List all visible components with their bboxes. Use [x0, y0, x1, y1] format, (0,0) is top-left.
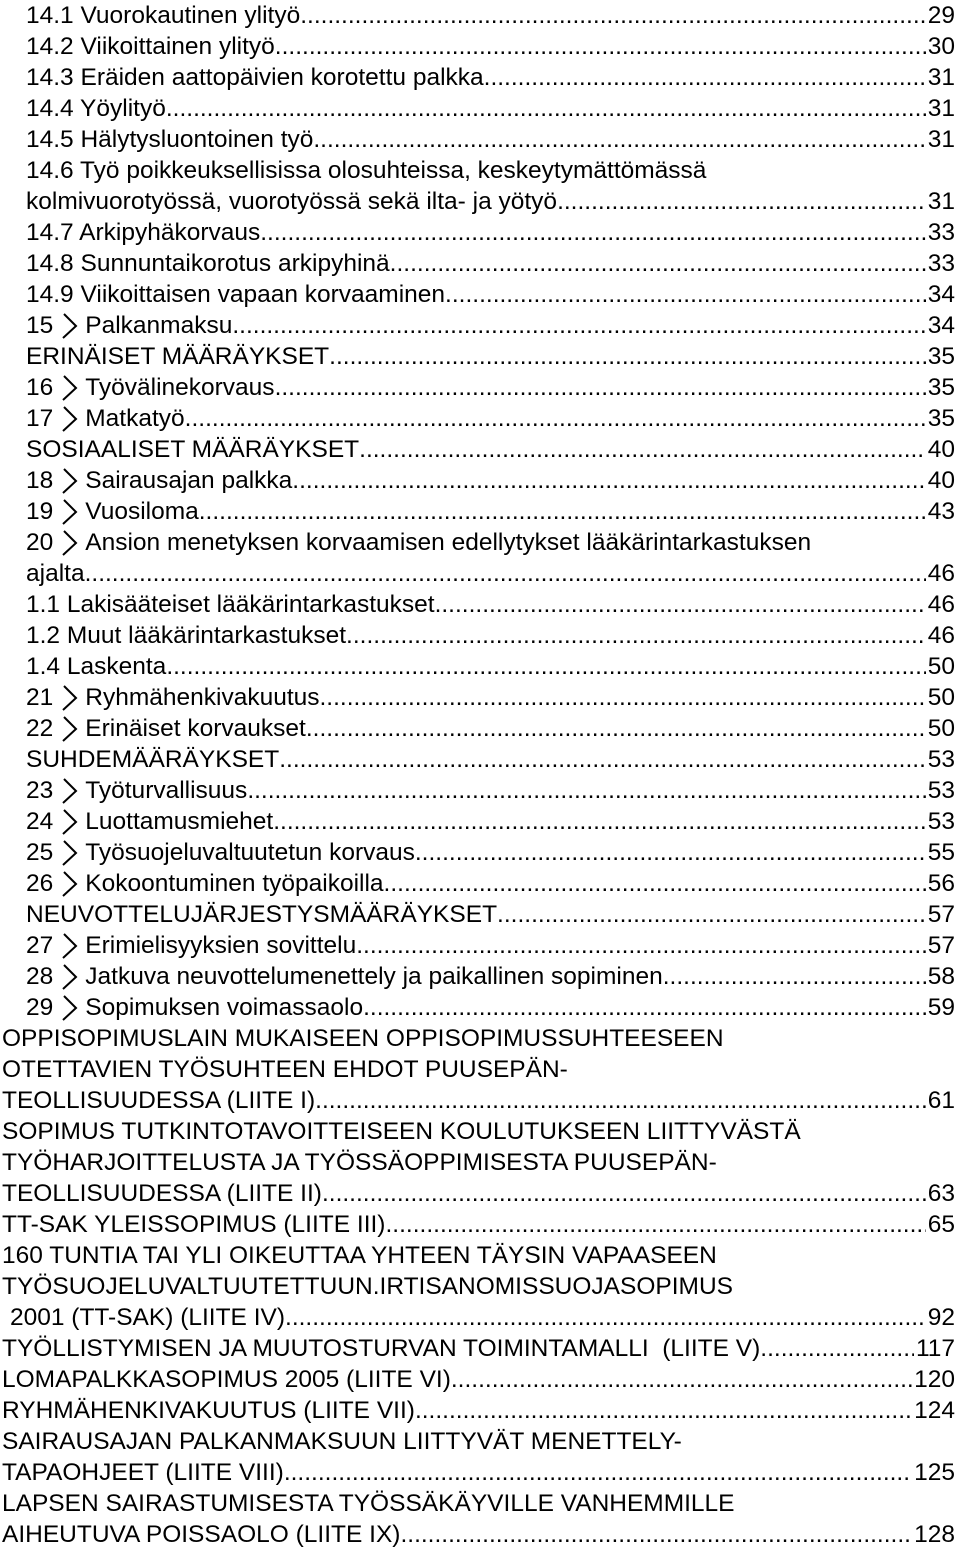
toc-entry[interactable] — [0, 1426, 960, 1457]
toc-entry-text — [2, 1519, 400, 1550]
toc-entry[interactable] — [0, 62, 960, 93]
toc-entry-title: OPPISOPIMUSLAIN MUKAISEEN OPPISOPIMUSSUHTEESEEN — [2, 1025, 724, 1052]
page-number: 40 — [927, 467, 955, 494]
dot-leader — [359, 434, 926, 465]
toc-entry-title: Työsuojeluvaltuutetun korvaus — [85, 839, 415, 866]
toc-entry[interactable] — [0, 1085, 960, 1116]
toc-entry-title: 14.8 Sunnuntaikorotus arkipyhinä — [26, 250, 390, 277]
toc-entry[interactable] — [0, 403, 960, 434]
toc-entry-title: 1.1 Lakisääteiset lääkärintarkastukset — [26, 591, 435, 618]
toc-entry-title: Matkatyö — [85, 405, 185, 432]
page-number: 53 — [927, 808, 955, 835]
dot-leader — [284, 1457, 912, 1488]
toc-entry-text — [26, 310, 232, 341]
toc-entry[interactable] — [0, 589, 960, 620]
page-number: 35 — [927, 405, 955, 432]
section-number: 29 — [26, 994, 54, 1021]
toc-entry-title: TEOLLISUUDESSA (LIITE II) — [2, 1180, 322, 1207]
toc-entry-text — [26, 403, 185, 434]
section-sign-icon — [61, 809, 79, 835]
toc-entry[interactable] — [0, 1271, 960, 1302]
toc-entry[interactable] — [0, 713, 960, 744]
dot-leader — [275, 31, 926, 62]
toc-entry-text — [26, 93, 166, 124]
section-sign-icon — [61, 716, 79, 742]
toc-entry-title: SAIRAUSAJAN PALKANMAKSUUN LIITTYVÄT MENETTELY- — [2, 1428, 682, 1455]
toc-entry-title: SOSIAALISET MÄÄRÄYKSET — [26, 436, 360, 463]
page-number: 40 — [927, 436, 955, 463]
toc-entry-text — [2, 1395, 415, 1426]
dot-leader — [663, 961, 926, 992]
toc-entry[interactable] — [0, 279, 960, 310]
page-number: 124 — [914, 1397, 955, 1424]
toc-entry[interactable] — [0, 620, 960, 651]
section-sign-icon — [61, 840, 79, 866]
page-number: 29 — [927, 2, 955, 29]
page-number: 56 — [927, 870, 955, 897]
toc-entry-title: Sopimuksen voimassaolo — [85, 994, 364, 1021]
toc-entry-title: ERINÄISET MÄÄRÄYKSET — [26, 343, 330, 370]
section-number: 21 — [26, 684, 54, 711]
toc-entry-text — [2, 1178, 322, 1209]
toc-entry-title: Kokoontuminen työpaikoilla — [85, 870, 384, 897]
section-number: 23 — [26, 777, 54, 804]
page-number: 117 — [915, 1335, 955, 1362]
page-number: 63 — [927, 1180, 955, 1207]
toc-entry[interactable] — [0, 310, 960, 341]
toc-entry-title: OTETTAVIEN TYÖSUHTEEN EHDOT PUUSEPÄN- — [2, 1056, 568, 1083]
toc-entry-text — [2, 1273, 733, 1300]
page-number: 125 — [914, 1459, 955, 1486]
toc-entry-title: 14.1 Vuorokautinen ylityö — [26, 2, 301, 29]
toc-entry-text — [26, 775, 247, 806]
toc-entry-title: 2001 (TT-SAK) (LIITE IV) — [10, 1304, 286, 1331]
toc-entry[interactable] — [0, 217, 960, 248]
page-number: 30 — [927, 33, 955, 60]
toc-entry[interactable] — [0, 837, 960, 868]
toc-entry-title: AIHEUTUVA POISSAOLO (LIITE IX) — [2, 1521, 401, 1548]
toc-entry[interactable] — [0, 775, 960, 806]
dot-leader — [451, 1364, 912, 1395]
page-number: 65 — [927, 1211, 955, 1238]
toc-entry-title: Työturvallisuus — [85, 777, 248, 804]
toc-entry-title: 14.3 Eräiden aattopäivien korotettu palkka — [26, 64, 484, 91]
toc-entry-title: TYÖHARJOITTELUSTA JA TYÖSSÄOPPIMISESTA PUUSEPÄN- — [2, 1149, 717, 1176]
toc-entry[interactable] — [0, 1240, 960, 1271]
toc-entry-title: Palkanmaksu — [85, 312, 233, 339]
toc-entry-text — [26, 496, 199, 527]
page-number: 46 — [927, 591, 955, 618]
toc-entry-text — [26, 744, 279, 775]
dot-leader — [385, 1209, 925, 1240]
toc-entry-title: Erinäiset korvaukset — [85, 715, 306, 742]
toc-entry-text — [26, 529, 811, 556]
section-number: 27 — [26, 932, 54, 959]
toc-entry-text — [26, 806, 273, 837]
toc-entry-text — [26, 248, 390, 279]
dot-leader — [260, 217, 925, 248]
toc-entry-title: 160 TUNTIA TAI YLI OIKEUTTAA YHTEEN TÄYSIN VAPAASEEN — [2, 1242, 717, 1269]
toc-entry-text — [26, 651, 166, 682]
page-number: 43 — [927, 498, 955, 525]
toc-entry-text — [2, 1457, 284, 1488]
page-number: 34 — [927, 312, 955, 339]
dot-leader — [497, 899, 926, 930]
toc-entry-text — [26, 31, 275, 62]
toc-entry[interactable] — [0, 1519, 960, 1550]
toc-entry[interactable] — [0, 961, 960, 992]
toc-entry-text — [26, 372, 275, 403]
dot-leader — [415, 1395, 912, 1426]
dot-leader — [557, 186, 926, 217]
toc-entry-text — [26, 992, 363, 1023]
toc-entry[interactable] — [0, 992, 960, 1023]
toc-entry[interactable] — [0, 0, 960, 31]
toc-entry[interactable] — [0, 496, 960, 527]
page-number: 59 — [927, 994, 955, 1021]
section-sign-icon — [61, 375, 79, 401]
toc-entry-title: Sairausajan palkka — [85, 467, 293, 494]
toc-entry-title: ajalta — [26, 560, 85, 587]
toc-entry[interactable] — [0, 651, 960, 682]
toc-entry-text — [2, 1025, 724, 1052]
dot-leader — [384, 868, 926, 899]
section-number: 16 — [26, 374, 54, 401]
section-number: 18 — [26, 467, 54, 494]
toc-entry[interactable] — [0, 899, 960, 930]
toc-entry[interactable] — [0, 248, 960, 279]
page-number: 50 — [927, 715, 955, 742]
toc-entry[interactable] — [0, 744, 960, 775]
section-sign-icon — [61, 964, 79, 990]
toc-entry[interactable] — [0, 1364, 960, 1395]
toc-entry-title: RYHMÄHENKIVAKUUTUS (LIITE VII) — [2, 1397, 415, 1424]
toc-entry-text — [2, 1333, 760, 1364]
toc-entry[interactable] — [0, 558, 960, 589]
page-number: 33 — [927, 219, 955, 246]
dot-leader — [166, 93, 926, 124]
toc-entry[interactable] — [0, 31, 960, 62]
page-number: 120 — [914, 1366, 955, 1393]
page-number: 31 — [927, 126, 955, 153]
toc-entry-text — [26, 961, 663, 992]
toc-entry-text — [2, 1209, 385, 1240]
section-sign-icon — [61, 995, 79, 1021]
page-number: 57 — [927, 932, 955, 959]
page-number: 35 — [927, 374, 955, 401]
section-sign-icon — [61, 871, 79, 897]
toc-entry-text — [26, 465, 292, 496]
page-number: 31 — [927, 64, 955, 91]
section-number: 22 — [26, 715, 54, 742]
page-number: 92 — [927, 1304, 955, 1331]
section-number: 25 — [26, 839, 54, 866]
section-sign-icon — [61, 406, 79, 432]
toc-entry-text — [26, 157, 706, 184]
section-number: 24 — [26, 808, 54, 835]
toc-entry[interactable] — [0, 1302, 960, 1333]
dot-leader — [279, 744, 926, 775]
toc-entry-text — [26, 899, 497, 930]
toc-entry[interactable] — [0, 341, 960, 372]
toc-entry[interactable] — [0, 186, 960, 217]
toc-entry-title: LOMAPALKKASOPIMUS 2005 (LIITE VI) — [2, 1366, 451, 1393]
section-sign-icon — [61, 530, 79, 556]
toc-entry-title: TAPAOHJEET (LIITE VIII) — [2, 1459, 284, 1486]
section-number: 19 — [26, 498, 54, 525]
dot-leader — [445, 279, 926, 310]
dot-leader — [185, 403, 926, 434]
dot-leader — [85, 558, 926, 589]
toc-entry[interactable] — [0, 372, 960, 403]
toc-entry-title: TT-SAK YLEISSOPIMUS (LIITE III) — [2, 1211, 386, 1238]
toc-entry[interactable] — [0, 124, 960, 155]
toc-entry-title: LAPSEN SAIRASTUMISESTA TYÖSSÄKÄYVILLE VANHEMMILLE — [2, 1490, 735, 1517]
toc-entry[interactable] — [0, 1116, 960, 1147]
page-number: 31 — [927, 95, 955, 122]
toc-entry[interactable] — [0, 868, 960, 899]
toc-entry-title: Työvälinekorvaus — [85, 374, 275, 401]
dot-leader — [390, 248, 926, 279]
toc-entry-text — [2, 1428, 682, 1455]
toc-entry-title: 14.7 Arkipyhäkorvaus — [26, 219, 261, 246]
dot-leader — [232, 310, 925, 341]
toc-entry-title: Ryhmähenkivakuutus — [85, 684, 320, 711]
dot-leader — [166, 651, 925, 682]
toc-entry[interactable] — [0, 930, 960, 961]
dot-leader — [275, 372, 926, 403]
toc-entry[interactable] — [0, 1147, 960, 1178]
toc-entry-title: Erimielisyyksien sovittelu — [85, 932, 357, 959]
toc-entry-text — [26, 713, 306, 744]
toc-entry-title: Jatkuva neuvottelumenettely ja paikallinen sopiminen — [85, 963, 663, 990]
dot-leader — [346, 620, 926, 651]
toc-entry-text — [26, 620, 346, 651]
toc-entry-text — [26, 217, 260, 248]
toc-entry[interactable] — [0, 93, 960, 124]
dot-leader — [415, 837, 926, 868]
dot-leader — [199, 496, 926, 527]
section-number: 28 — [26, 963, 54, 990]
toc-entry-title: Vuosiloma — [85, 498, 199, 525]
toc-entry-text — [26, 279, 445, 310]
section-sign-icon — [61, 499, 79, 525]
section-sign-icon — [61, 685, 79, 711]
toc-entry-text — [2, 1149, 717, 1176]
dot-leader — [363, 992, 926, 1023]
toc-entry-title: SUHDEMÄÄRÄYKSET — [26, 746, 280, 773]
toc-entry-text — [2, 1085, 315, 1116]
toc-entry-title: Luottamusmiehet — [85, 808, 274, 835]
dot-leader — [273, 806, 926, 837]
page-number: 58 — [927, 963, 955, 990]
toc-entry[interactable] — [0, 155, 960, 186]
dot-leader — [322, 1178, 926, 1209]
toc-entry-title: 14.2 Viikoittainen ylityö — [26, 33, 275, 60]
toc-entry-text — [26, 837, 415, 868]
toc-entry-text — [26, 0, 300, 31]
section-sign-icon — [61, 933, 79, 959]
toc-entry-text — [26, 62, 484, 93]
section-number: 20 — [26, 529, 54, 556]
page-number: 61 — [927, 1087, 955, 1114]
dot-leader — [247, 775, 925, 806]
dot-leader — [329, 341, 926, 372]
page-number: 33 — [927, 250, 955, 277]
page-number: 55 — [927, 839, 955, 866]
toc-entry[interactable] — [0, 1054, 960, 1085]
dot-leader — [313, 124, 925, 155]
toc-entry[interactable] — [0, 1209, 960, 1240]
toc-entry[interactable] — [0, 1023, 960, 1054]
section-sign-icon — [61, 468, 79, 494]
toc-entry-title: 14.6 Työ poikkeuksellisissa olosuhteissa, keskeytymättömässä — [26, 157, 707, 184]
toc-entry-title: NEUVOTTELUJÄRJESTYSMÄÄRÄYKSET — [26, 901, 498, 928]
toc-entry[interactable] — [0, 434, 960, 465]
dot-leader — [285, 1302, 926, 1333]
toc-entry-text — [2, 1118, 801, 1145]
toc-entry-title: SOPIMUS TUTKINTOTAVOITTEISEEN KOULUTUKSEEN LIITTYVÄSTÄ — [2, 1118, 801, 1145]
toc-entry-text — [26, 434, 359, 465]
toc-entry-title: TEOLLISUUDESSA (LIITE I) — [2, 1087, 316, 1114]
section-sign-icon — [61, 313, 79, 339]
dot-leader — [315, 1085, 926, 1116]
page-number: 50 — [927, 653, 955, 680]
toc-entry-text — [26, 124, 313, 155]
toc-entry-text — [26, 930, 356, 961]
toc-entry-title: 14.4 Yöylityö — [26, 95, 166, 122]
toc-entry-title: 14.5 Hälytysluontoinen työ — [26, 126, 314, 153]
page-number: 35 — [927, 343, 955, 370]
toc-entry-title: TYÖLLISTYMISEN JA MUUTOSTURVAN TOIMINTAMALLI (LIITE V) — [2, 1335, 761, 1362]
dot-leader — [356, 930, 926, 961]
toc-entry-title: 1.2 Muut lääkärintarkastukset — [26, 622, 347, 649]
page-number: 53 — [927, 746, 955, 773]
toc-entry-text — [26, 868, 384, 899]
toc-entry[interactable] — [0, 1333, 960, 1364]
dot-leader — [292, 465, 925, 496]
toc-entry-title: Ansion menetyksen korvaamisen edellytykset lääkärintarkastuksen — [85, 529, 812, 556]
section-number: 15 — [26, 312, 54, 339]
toc-entry[interactable] — [0, 1395, 960, 1426]
page-number: 57 — [927, 901, 955, 928]
toc-entry-text — [2, 1242, 717, 1269]
page-number: 50 — [927, 684, 955, 711]
section-number: 17 — [26, 405, 54, 432]
page-number: 128 — [914, 1521, 955, 1548]
toc-entry-title: 14.9 Viikoittaisen vapaan korvaaminen — [26, 281, 446, 308]
toc-entry-text — [2, 1490, 735, 1517]
dot-leader — [400, 1519, 912, 1550]
section-number: 26 — [26, 870, 54, 897]
toc-entry[interactable] — [0, 465, 960, 496]
toc-entry-title: kolmivuorotyössä, vuorotyössä sekä ilta- ja yötyö — [26, 188, 558, 215]
page-number: 31 — [927, 188, 955, 215]
toc-entry-title: TYÖSUOJELUVALTUUTETTUUN.IRTISANOMISSUOJASOPIMUS — [2, 1273, 734, 1300]
section-sign-icon — [61, 778, 79, 804]
toc-entry-text — [26, 682, 320, 713]
page-number: 53 — [927, 777, 955, 804]
dot-leader — [306, 713, 926, 744]
toc-entry-text — [26, 558, 85, 589]
toc-entry[interactable] — [0, 1178, 960, 1209]
dot-leader — [300, 0, 926, 31]
toc-entry-text — [26, 186, 557, 217]
dot-leader — [484, 62, 926, 93]
toc-entry-text — [10, 1302, 285, 1333]
toc-entry[interactable] — [0, 1488, 960, 1519]
toc-entry-text — [26, 589, 435, 620]
dot-leader — [760, 1333, 914, 1364]
toc-entry[interactable] — [0, 1457, 960, 1488]
page-number: 46 — [927, 622, 955, 649]
toc-entry-text — [26, 341, 329, 372]
toc-entry-text — [2, 1364, 451, 1395]
toc-entry[interactable] — [0, 806, 960, 837]
dot-leader — [435, 589, 926, 620]
dot-leader — [320, 682, 926, 713]
toc-entry-title: 1.4 Laskenta — [26, 653, 167, 680]
toc-entry[interactable] — [0, 682, 960, 713]
toc-entry[interactable] — [0, 527, 960, 558]
page-number: 46 — [927, 560, 955, 587]
toc-entry-text — [2, 1056, 568, 1083]
page-number: 34 — [927, 281, 955, 308]
